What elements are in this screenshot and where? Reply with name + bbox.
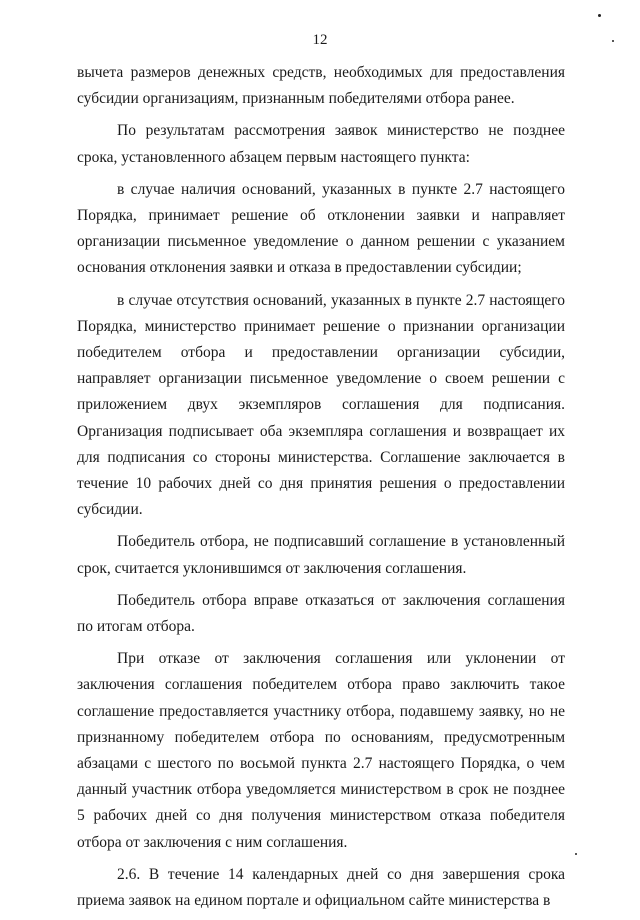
scan-speck (598, 14, 601, 17)
paragraph-review-results: По результатам рассмотрения заявок министерство не позднее срока, установленного абзацем первым настоящего пункта: (77, 122, 565, 166)
paragraph-rejection-case: в случае наличия оснований, указанных в пункте 2.7 настоящего Порядка, принимает решение об отклонении заявки и направляет организации письменное уведомление о данном решении с указанием основания отклонения заявки и отказа в предоставлении субсидии; (77, 180, 565, 277)
scan-speck (575, 853, 577, 855)
document-body (77, 60, 565, 920)
page-number: 12 (312, 32, 328, 48)
scan-speck (612, 40, 614, 42)
paragraph-approval-case: в случае отсутствия оснований, указанных в пункте 2.7 настоящего Порядка, министерство принимает решение о признании организации победителем отбора и предоставлении организации субсидии, направляет организации письменное уведомление о своем решении с приложением двух экземпляров соглашения для подписания. Организация подписывает оба экземпляра соглашения и возвращает их для подписания со стороны министерства. Соглашение заключается в течение 10 рабочих дней со дня принятия решения о предоставлении субсидии. (77, 291, 565, 519)
paragraph-evasion: Победитель отбора, не подписавший соглашение в установленный срок, считается уклонившимся от заключения соглашения. (77, 533, 565, 577)
paragraph-continuation: вычета размеров денежных средств, необходимых для предоставления субсидии организациям, признанным победителями отбора ранее. (77, 64, 565, 108)
paragraph-refusal-right: Победитель отбора вправе отказаться от заключения соглашения по итогам отбора. (77, 591, 565, 636)
paragraph-section-2-6: 2.6. В течение 14 календарных дней со дня завершения срока приема заявок на едином портале и официальном сайте министерства в (77, 865, 565, 910)
paragraph-transfer-right: При отказе от заключения соглашения или уклонении от заключения соглашения победителем отбора право заключить такое соглашение предоставляется участнику отбора, подавшему заявку, но не признанному победителем отбора по основаниям, предусмотренным абзацами с шестого по восьмой пункта 2.7 настоящего Порядка, о чем данный участник отбора уведомляется министерством в срок не позднее 5 рабочих дней со дня получения министерством отказа победителя отбора от заключения с ним соглашения. (77, 650, 565, 851)
